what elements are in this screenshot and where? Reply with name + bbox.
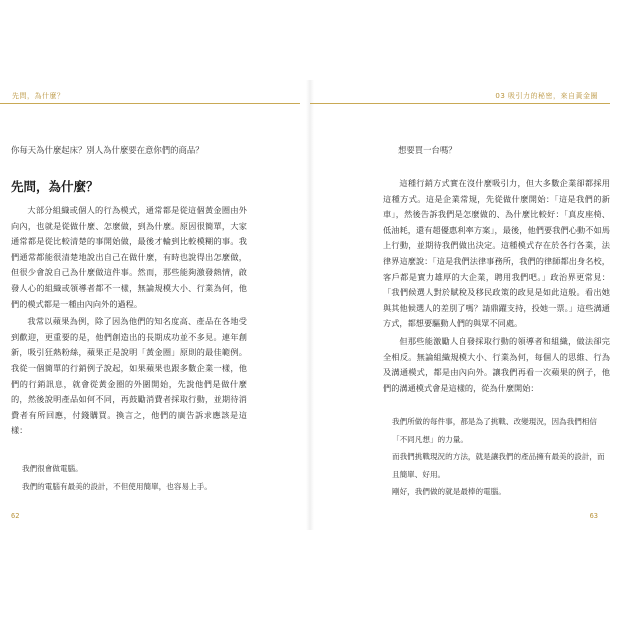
body-text [383, 176, 610, 396]
quote-line: 而我們挑戰現況的方法，就是讓我們的產品擁有最美的設計，而且簡單、好用。 [392, 452, 605, 479]
page-number: 62 [11, 512, 20, 520]
chapter-question: 你每天為什麼起床？別人為什麼要在意你們的商品？ [11, 145, 204, 155]
paragraph: 這種行銷方式實在沒什麼吸引力，但大多數企業卻都採用這種方式。這是企業常規，先從做什麼開始：「這是我們的新車」，然後告訴我們是怎麼做的、為什麼比較好：「真皮座椅、低油耗，還有超優惠利率方案」，最後，他們要我們心動不如馬上行動，並期待我們做出決定。這種模式存在於各行各業，法律界這麼說：「這是我們法律事務所，我們的律師都出身名校，客戶都是實力雄厚的大企業，聘用我們吧。」政治界更常見：「我們候選人對於賦稅及移民政策的政見是如此這般。看出她與其他候選人的差別了嗎？請鼎躍支持，投她一票。」這些溝通方式，都想要驅動人們的與眾不同處。 [383, 178, 610, 329]
header-rule [310, 103, 610, 104]
running-head: 03 吸引力的秘密，來自黃金圈 [495, 92, 598, 100]
paragraph: 但那些能激勵人自發採取行動的領導者和組織，做法卻完全相反。無論組織規模大小、行業為何，每個人的思維、行為及溝通模式，都是由內向外。讓我們再看一次蘋果的例子，他們的溝通模式會是這樣的，從為什麼開始： [383, 335, 610, 393]
body-text [11, 203, 247, 439]
right-page [310, 80, 610, 530]
paragraph: 我常以蘋果為例，除了因為他們的知名度高、產品在各地受到歡迎，更重要的是，他們創造出的長期成功並不多見。連年創新，吸引狂熱粉絲，蘋果正是說明「黃金圈」原則的最佳範例。我從一個簡單的行銷例子說起，如果蘋果也跟多數企業一樣，他們的行銷訊息，就會從黃金圈的外圍開始，先說他們是做什麼的，然後說明產品如何不同，再鼓勵消費者採取行動，並期待消費者有所回應，付錢購買。換言之，他們的廣告訴求應該是這樣： [11, 316, 247, 436]
quote-line: 剛好，我們做的就是最棒的電腦。 [392, 487, 506, 496]
quote-line: 我們的電腦有最美的設計，不但使用簡單，也容易上手。 [22, 482, 212, 491]
left-page [0, 80, 300, 530]
header-rule [0, 103, 300, 104]
quote-line: 我們很會做電腦。 [22, 464, 83, 473]
paragraph: 大部分組織或個人的行為模式，通常都是從這個黃金圈由外向內，也就是從做什麼、怎麼做，到為什麼。原因很簡單，大家通常都是從比較清楚的事開始做，最後才輪到比較模糊的事。我們通常都能很清楚地說出自己在做什麼，有時也說得出怎麼做，但很少會說自己為什麼做這件事。然而，那些能夠激發熱情，啟發人心的組織或領導者都不一樣，無論規模大小、行業為何，他們的模式都是一種由內向外的過程。 [11, 205, 247, 309]
quote-line: 我們所做的每件事，都是為了挑戰、改變現況，因為我們相信「不同凡想」的力量。 [392, 417, 598, 444]
question-line: 想要買一台嗎？ [398, 145, 457, 155]
ad-quote [22, 460, 252, 496]
ad-quote [392, 413, 607, 501]
section-title: 先問，為什麼？ [11, 179, 99, 194]
page-number: 63 [589, 512, 598, 520]
running-head: 先問，為什麼？ [12, 92, 65, 100]
